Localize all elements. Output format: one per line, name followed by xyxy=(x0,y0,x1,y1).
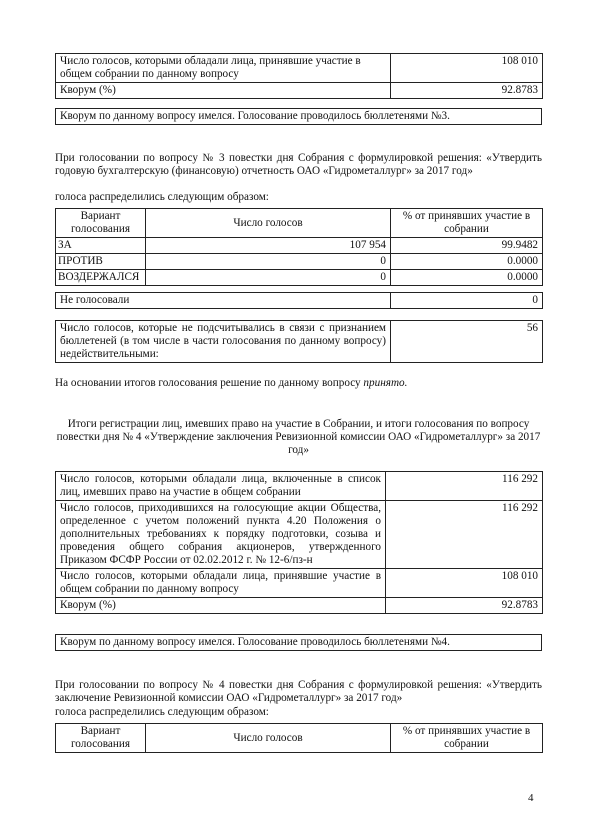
reg-value-2: 116 292 xyxy=(386,501,543,569)
votes-for: 107 954 xyxy=(146,238,391,254)
registration-table-q4 xyxy=(55,471,543,614)
participants-votes-label: Число голосов, которыми обладали лица, принявшие участие в общем собрании по данному вопросу xyxy=(56,54,391,83)
q4-intro-2: голоса распределились следующим образом: xyxy=(55,706,269,718)
percent-against: 0.0000 xyxy=(391,254,543,270)
reg-value-1: 116 292 xyxy=(386,472,543,501)
participants-votes-value: 108 010 xyxy=(391,54,543,83)
reg-label-2: Число голосов, приходившихся на голосующие акции Общества, определенное с учетом положений пункта 4.20 Положения о дополнительных требованиях к порядку подготовки, созыва и проведения общего собрания акционеров, утвержденного Приказом ФСФР России от 02.02.2012 г. № 12-6/пз-н xyxy=(56,501,386,569)
table-row xyxy=(56,238,543,254)
table-row xyxy=(56,598,543,614)
quorum-note-q3: Кворум по данному вопросу имелся. Голосование проводилось бюллетенями №3. xyxy=(55,108,542,125)
reg-value-3: 108 010 xyxy=(386,569,543,598)
table-row xyxy=(56,293,543,309)
reg-label-3: Число голосов, которыми обладали лица, принявшие участие в общем собрании по данному вопросу xyxy=(56,569,386,598)
reg-label-4: Кворум (%) xyxy=(56,598,386,614)
option-against: ПРОТИВ xyxy=(56,254,146,270)
participation-table-q3 xyxy=(55,53,543,99)
percent-abstain: 0.0000 xyxy=(391,270,543,286)
invalid-votes-value: 56 xyxy=(391,321,543,363)
table-row xyxy=(56,321,543,363)
header-percent: % от принявших участие в собрании xyxy=(391,724,543,753)
table-row xyxy=(56,254,543,270)
percent-for: 99.9482 xyxy=(391,238,543,254)
votes-abstain: 0 xyxy=(146,270,391,286)
invalid-ballots-table-q3 xyxy=(55,320,543,363)
quorum-label: Кворум (%) xyxy=(56,83,391,99)
q3-intro: При голосовании по вопросу № 3 повестки дня Собрания с формулировкой решения: «Утвердить годовую бухгалтерскую (финансовую) отчетность ОАО «Гидрометаллург» за 2017 год» xyxy=(55,152,542,177)
not-voted-table-q3 xyxy=(55,292,543,309)
reg-value-4: 92.8783 xyxy=(386,598,543,614)
table-row xyxy=(56,501,543,569)
quorum-value: 92.8783 xyxy=(391,83,543,99)
q3-result xyxy=(55,377,542,390)
q4-registration-heading: Итоги регистрации лиц, имевших право на участие в Собрании, и итоги голосования по вопросу повестки дня № 4 «Утверждение заключения Ревизионной комиссии ОАО «Гидрометаллург» за 2017 год» xyxy=(56,418,541,456)
header-option: Вариант голосования xyxy=(56,209,146,238)
q3-intro-2: голоса распределились следующим образом: xyxy=(55,191,269,203)
invalid-votes-label: Число голосов, которые не подсчитывались в связи с признанием бюллетеней (в том числе в части голосования по данному вопросу) недействительными: xyxy=(56,321,391,363)
table-row xyxy=(56,83,543,99)
not-voted-label: Не голосовали xyxy=(56,293,391,309)
quorum-note-q4: Кворум по данному вопросу имелся. Голосование проводилось бюллетенями №4. xyxy=(55,634,542,651)
header-votes: Число голосов xyxy=(146,209,391,238)
voting-table-q4 xyxy=(55,723,543,753)
header-percent: % от принявших участие в собрании xyxy=(391,209,543,238)
option-abstain: ВОЗДЕРЖАЛСЯ xyxy=(56,270,146,286)
reg-label-1: Число голосов, которыми обладали лица, включенные в список лиц, имевших право на участие в общем собрании xyxy=(56,472,386,501)
q4-intro: При голосовании по вопросу № 4 повестки дня Собрания с формулировкой решения: «Утвердить заключение Ревизионной комиссии ОАО «Гидрометаллург» за 2017 год» xyxy=(55,679,542,704)
table-row xyxy=(56,569,543,598)
table-row xyxy=(56,54,543,83)
not-voted-value: 0 xyxy=(391,293,543,309)
q3-result-text: На основании итогов голосования решение по данному вопросу xyxy=(55,377,364,389)
q3-result-word: принято. xyxy=(363,377,408,389)
header-votes: Число голосов xyxy=(146,724,391,753)
table-header-row xyxy=(56,724,543,753)
option-for: ЗА xyxy=(56,238,146,254)
table-row xyxy=(56,472,543,501)
votes-against: 0 xyxy=(146,254,391,270)
voting-table-q3 xyxy=(55,208,543,286)
header-option: Вариант голосования xyxy=(56,724,146,753)
table-row xyxy=(56,270,543,286)
table-header-row xyxy=(56,209,543,238)
page-number: 4 xyxy=(528,792,534,804)
